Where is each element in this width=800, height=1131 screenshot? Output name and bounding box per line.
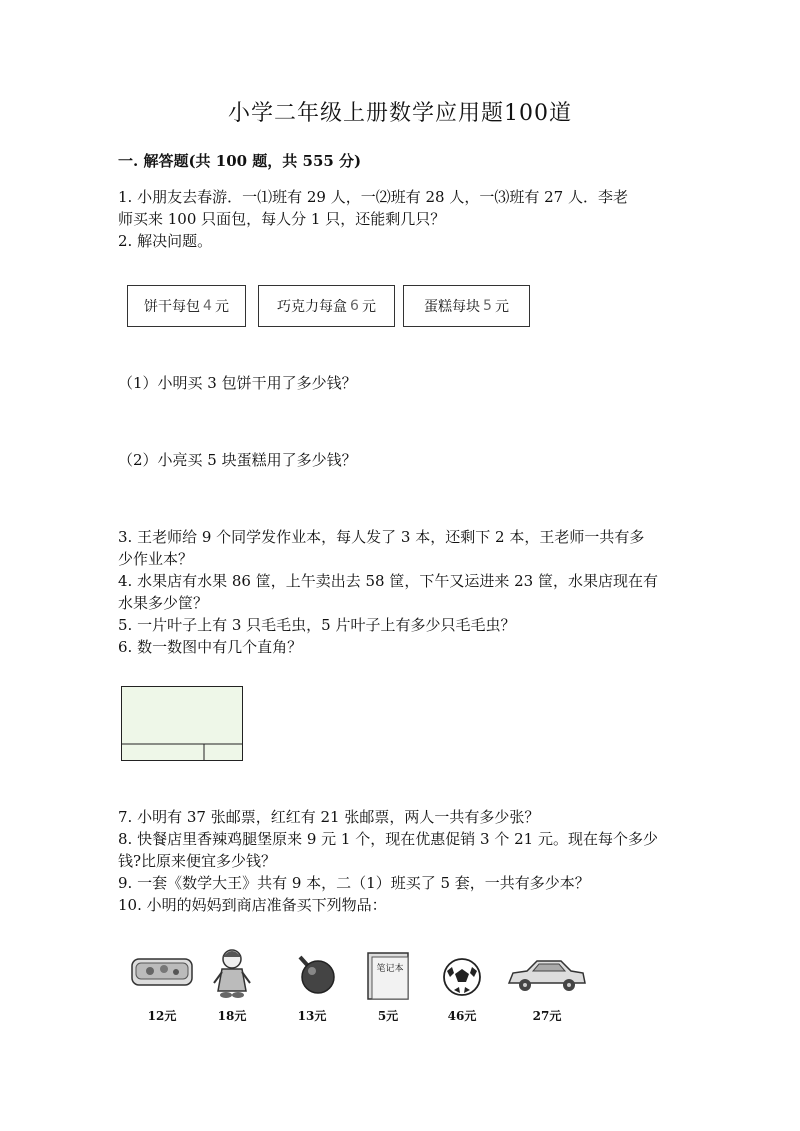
soccer-ball-icon (426, 945, 498, 1005)
price-box-unit: 元 (494, 299, 509, 315)
price-box-number: 6 (350, 298, 359, 314)
item-toy-car (505, 945, 589, 1025)
question-2: 2. 解决问题。 (118, 232, 213, 250)
price-box-chocolate (258, 285, 395, 327)
item-notebook (352, 945, 424, 1025)
item-pencil-case (126, 945, 198, 1025)
question-1-line-1: 1. 小朋友去春游．一⑴班有 29 人，一⑵班有 28 人，一⑶班有 27 人．李老 (118, 188, 628, 206)
question-8-line-1: 8. 快餐店里香辣鸡腿堡原来 9 元 1 个，现在优惠促销 3 个 21 元。现在每个多少 (118, 830, 658, 848)
doll-icon (196, 945, 268, 1005)
price-box-biscuit (127, 285, 246, 327)
ping-pong-paddle-icon (276, 945, 348, 1005)
toy-car-icon (505, 945, 589, 1005)
section-heading: 一. 解答题(共 100 题，共 555 分) (118, 152, 362, 170)
item-soccer-ball (426, 945, 498, 1025)
notebook-icon (352, 945, 424, 1005)
question-1-line-2: 师买来 100 只面包，每人分 1 只，还能剩几只？ (118, 210, 446, 228)
item-price: 12元 (147, 1009, 177, 1023)
item-price: 27元 (532, 1009, 562, 1023)
question-9: 9. 一套《数学大王》共有 9 本，二（1）班买了 5 套，一共有多少本？ (118, 874, 590, 892)
price-box-number: 5 (483, 298, 492, 314)
price-box-number: 4 (203, 298, 212, 314)
question-2-sub-2: （2）小亮买 5 块蛋糕用了多少钱？ (118, 451, 357, 469)
price-box-label: 饼干每包 (144, 299, 201, 315)
question-7: 7. 小明有 37 张邮票，红红有 21 张邮票，两人一共有多少张？ (118, 808, 540, 826)
question-2-sub-1: （1）小明买 3 包饼干用了多少钱？ (118, 374, 357, 392)
question-10: 10. 小明的妈妈到商店准备买下列物品： (118, 896, 387, 914)
question-3-line-2: 少作业本？ (118, 550, 194, 568)
notebook-label: 笔记本 (376, 964, 404, 974)
price-box-unit: 元 (214, 299, 229, 315)
item-price: 18元 (217, 1009, 247, 1023)
question-3-line-1: 3. 王老师给 9 个同学发作业本，每人发了 3 本，还剩下 2 本，王老师一共有多 (118, 528, 645, 546)
price-box-label: 蛋糕每块 (424, 299, 481, 315)
question-6: 6. 数一数图中有几个直角？ (118, 638, 303, 656)
question-4-line-1: 4. 水果店有水果 86 筐，上午卖出去 58 筐，下午又运进来 23 筐，水果店现在有 (118, 572, 658, 590)
question-8-line-2: 钱?比原来便宜多少钱？ (118, 852, 277, 870)
question-5: 5. 一片叶子上有 3 只毛毛虫，5 片叶子上有多少只毛毛虫？ (118, 616, 516, 634)
page-title: 小学二年级上册数学应用题100道 (228, 101, 572, 126)
item-price: 46元 (447, 1009, 477, 1023)
item-doll (196, 945, 268, 1025)
question-4-line-2: 水果多少筐？ (118, 594, 209, 612)
item-ping-pong-paddle (276, 945, 348, 1025)
pencil-case-icon (126, 945, 198, 1005)
right-angle-figure (121, 686, 243, 761)
item-price: 13元 (297, 1009, 327, 1023)
item-price: 5元 (377, 1009, 399, 1023)
price-box-cake (403, 285, 530, 327)
price-box-unit: 元 (361, 299, 376, 315)
price-box-label: 巧克力每盒 (277, 299, 348, 315)
